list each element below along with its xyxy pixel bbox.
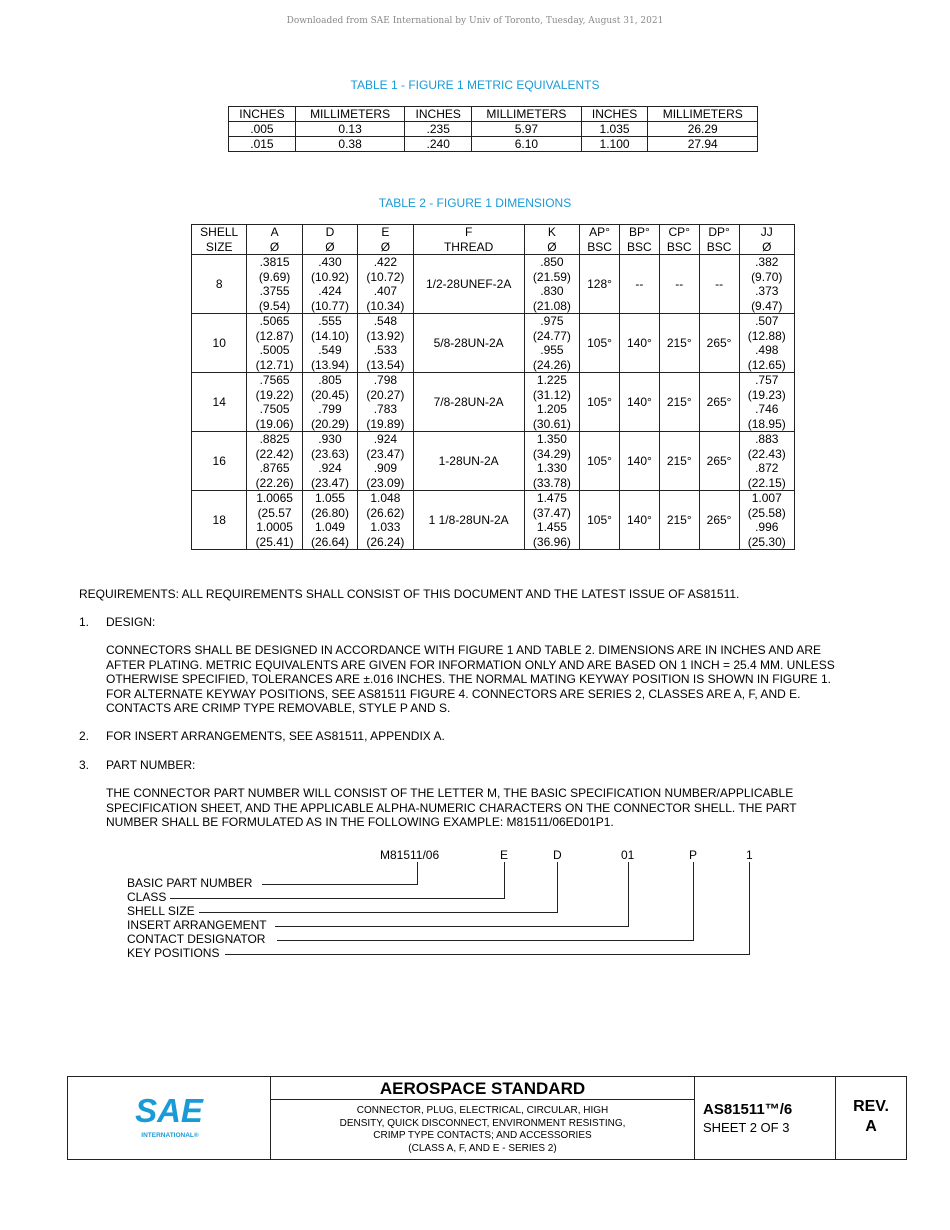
cell-shell: 8	[192, 255, 247, 314]
header-line: K	[547, 225, 556, 239]
header-cell: MILLIMETERS	[295, 107, 404, 122]
cell-line: (13.94)	[310, 357, 349, 372]
paragraph-line: NUMBER SHALL BE FORMULATED AS IN THE FOLLOWING EXAMPLE: M81511/06ED01P1.	[106, 815, 614, 829]
table-row	[229, 122, 758, 137]
cell-line: .883	[755, 432, 779, 446]
revision-value: A	[865, 1118, 877, 1135]
cell-line: (10.77)	[310, 298, 349, 313]
table-cell: 0.13	[295, 122, 404, 137]
cell-line: 1.475	[536, 491, 567, 505]
cell-dp: 265°	[699, 432, 739, 491]
header-line: BP°	[628, 225, 650, 239]
cell-line: .8825	[259, 432, 290, 446]
table-row	[192, 373, 795, 432]
header-line: JJ	[760, 225, 773, 239]
section-title: PART NUMBER:	[106, 758, 196, 772]
header-line: BSC	[627, 239, 652, 254]
cell-e	[358, 314, 413, 373]
paragraph-line: CONNECTORS SHALL BE DESIGNED IN ACCORDANCE WITH FIGURE 1 AND TABLE 2. DIMENSIONS ARE IN INCHES AND ARE	[106, 643, 822, 657]
cell-f: 1/2-28UNEF-2A	[413, 255, 524, 314]
cell-d	[302, 255, 357, 314]
header-cell	[192, 225, 247, 255]
cell-line: (26.62)	[366, 505, 405, 520]
cell-k	[524, 491, 579, 550]
table-cell: .240	[405, 137, 472, 152]
header-cell	[247, 225, 302, 255]
metric-equivalents-table	[228, 106, 758, 152]
paragraph-line: OTHERWISE SPECIFIED, TOLERANCES ARE ±.016 INCHES. THE NORMAL MATING KEYWAY POSITION IS SHOWN IN FIGURE 1.	[106, 672, 831, 686]
header-line: Ø	[547, 239, 557, 254]
cell-bp: --	[619, 255, 659, 314]
leader-line	[693, 862, 694, 941]
cell-bp: 140°	[619, 491, 659, 550]
revision-label: REV.	[853, 1098, 889, 1115]
cell-line: (9.69)	[258, 269, 291, 284]
cell-jj	[739, 373, 795, 432]
cell-line: (30.61)	[532, 416, 571, 431]
header-line: F	[464, 225, 473, 239]
cell-line: (14.10)	[310, 328, 349, 343]
cell-line: .924	[318, 461, 342, 475]
cell-line: (23.63)	[310, 446, 349, 461]
cell-line: .533	[373, 343, 398, 357]
header-cell: MILLIMETERS	[648, 107, 758, 122]
cell-line: (22.15)	[747, 475, 786, 490]
section-number: 2.	[79, 729, 90, 743]
standard-title-cell	[271, 1077, 695, 1159]
leader-line	[417, 862, 418, 885]
cell-line: .3755	[259, 284, 290, 298]
cell-d	[302, 314, 357, 373]
cell-line: (20.45)	[310, 387, 349, 402]
standard-title: AEROSPACE STANDARD	[379, 1079, 586, 1098]
cell-line: (21.08)	[532, 298, 571, 313]
leader-line	[199, 912, 558, 913]
paragraph-line: AFTER PLATING. METRIC EQUIVALENTS ARE GIVEN FOR INFORMATION ONLY AND ARE BASED ON 1 INCH = 25.4 MM. UNLESS	[106, 657, 835, 672]
description-line: (CLASS A, F, AND E - SERIES 2)	[408, 1142, 557, 1154]
leader-line	[628, 862, 629, 927]
cell-cp: 215°	[659, 373, 699, 432]
cell-ap: 105°	[580, 491, 620, 550]
cell-line: (9.54)	[258, 298, 291, 313]
leader-line	[262, 884, 418, 885]
cell-line: (26.80)	[310, 505, 349, 520]
table-cell: 27.94	[648, 137, 758, 152]
cell-line: (22.43)	[747, 446, 786, 461]
cell-line: 1.350	[536, 432, 567, 446]
header-line: E	[381, 225, 390, 239]
cell-line: .373	[755, 284, 779, 298]
cell-f: 7/8-28UN-2A	[413, 373, 524, 432]
cell-line: (9.70)	[751, 269, 783, 284]
section-number: 1.	[79, 615, 90, 629]
cell-line: (25.30)	[747, 534, 786, 549]
table-cell: .235	[405, 122, 472, 137]
cell-d	[302, 491, 357, 550]
cell-line: .407	[373, 284, 398, 298]
sae-logo	[68, 1077, 270, 1159]
description-line: CONNECTOR, PLUG, ELECTRICAL, CIRCULAR, HIGH	[356, 1105, 609, 1116]
cell-dp: --	[699, 255, 739, 314]
header-cell	[358, 225, 413, 255]
cell-cp: 215°	[659, 314, 699, 373]
header-line: Ø	[762, 239, 772, 254]
revision-cell	[836, 1077, 906, 1159]
cell-line: (10.92)	[310, 269, 349, 284]
cell-line: .746	[755, 402, 779, 416]
cell-line: (23.09)	[366, 475, 405, 490]
cell-line: .955	[540, 343, 564, 357]
cell-line: .555	[318, 314, 342, 328]
header-line: AP°	[589, 225, 610, 239]
cell-line: (23.47)	[310, 475, 349, 490]
cell-dp: 265°	[699, 314, 739, 373]
header-line: Ø	[269, 239, 280, 254]
logo-text: SAE	[135, 1092, 203, 1129]
header-line: SIZE	[205, 239, 233, 254]
cell-line: (19.22)	[255, 387, 294, 402]
cell-line: (37.47)	[532, 505, 571, 520]
header-line: THREAD	[443, 239, 494, 254]
logo-subtext: INTERNATIONAL®	[141, 1132, 199, 1139]
cell-a	[247, 373, 302, 432]
standard-description	[271, 1105, 694, 1155]
table-cell: 1.100	[581, 137, 648, 152]
cell-e	[358, 432, 413, 491]
header-cell	[580, 225, 620, 255]
header-cell: INCHES	[581, 107, 648, 122]
divider	[271, 1099, 694, 1100]
cell-line: (33.78)	[532, 475, 571, 490]
section-title: DESIGN:	[106, 615, 156, 629]
header-line: DP°	[708, 225, 730, 239]
cell-bp: 140°	[619, 432, 659, 491]
cell-a	[247, 432, 302, 491]
cell-line: .798	[373, 373, 398, 387]
requirements-statement: REQUIREMENTS: ALL REQUIREMENTS SHALL CONSIST OF THIS DOCUMENT AND THE LATEST ISSUE OF AS81511.	[79, 587, 740, 601]
cell-line: .930	[318, 432, 342, 446]
cell-a	[247, 491, 302, 550]
pn-code-contact: P	[689, 848, 698, 862]
cell-e	[358, 255, 413, 314]
pn-code-class: E	[500, 848, 509, 862]
cell-line: .5005	[259, 343, 290, 357]
cell-line: (10.72)	[366, 269, 405, 284]
table-row	[192, 314, 795, 373]
table-cell: .015	[229, 137, 296, 152]
pn-code-shell-size: D	[553, 848, 562, 862]
cell-line: 1.205	[536, 402, 567, 416]
cell-line: .757	[755, 373, 779, 387]
cell-a	[247, 314, 302, 373]
cell-line: 1.225	[536, 373, 567, 387]
part-number-paragraph	[106, 786, 797, 830]
cell-line: .996	[755, 520, 779, 534]
leader-line	[170, 898, 505, 899]
cell-line: .3815	[259, 255, 290, 269]
cell-line: .909	[373, 461, 398, 475]
header-line: BSC	[666, 239, 692, 254]
header-cell	[302, 225, 357, 255]
cell-ap: 105°	[580, 432, 620, 491]
cell-line: (12.65)	[747, 357, 786, 372]
table-header-row	[192, 225, 795, 255]
cell-jj	[739, 314, 795, 373]
cell-line: .422	[373, 255, 398, 269]
description-line: DENSITY, QUICK DISCONNECT, ENVIRONMENT RESISTING,	[339, 1117, 626, 1129]
section-number: 3.	[79, 758, 90, 772]
header-line: SHELL	[200, 225, 239, 239]
cell-line: 1.033	[370, 520, 401, 534]
cell-line: (12.71)	[255, 357, 294, 372]
cell-e	[358, 491, 413, 550]
cell-line: .7565	[259, 373, 290, 387]
cell-line: (36.96)	[532, 534, 571, 549]
cell-line: .872	[755, 461, 779, 475]
leader-line	[504, 862, 505, 899]
cell-dp: 265°	[699, 491, 739, 550]
cell-line: (19.23)	[747, 387, 786, 402]
cell-line: .975	[540, 314, 564, 328]
cell-line: (22.26)	[255, 475, 294, 490]
leader-line	[225, 954, 750, 955]
pn-label-key: KEY POSITIONS	[127, 946, 220, 960]
table-cell: 26.29	[648, 122, 758, 137]
cell-bp: 140°	[619, 314, 659, 373]
cell-line: (26.24)	[366, 534, 405, 549]
design-paragraph	[106, 643, 835, 716]
cell-line: (9.47)	[751, 298, 783, 313]
cell-line: .850	[540, 255, 564, 269]
header-line: BSC	[587, 239, 612, 254]
cell-ap: 105°	[580, 314, 620, 373]
table-row	[229, 137, 758, 152]
cell-jj	[739, 255, 795, 314]
table-header-row	[229, 107, 758, 122]
cell-ap: 128°	[580, 255, 620, 314]
header-cell: MILLIMETERS	[472, 107, 581, 122]
document-number-cell	[695, 1077, 836, 1159]
table-cell: 1.035	[581, 122, 648, 137]
pn-code-basic: M81511/06	[380, 848, 440, 862]
cell-k	[524, 373, 579, 432]
cell-line: .8765	[259, 461, 290, 475]
cell-line: (12.87)	[255, 328, 294, 343]
cell-d	[302, 432, 357, 491]
header-line: BSC	[706, 239, 732, 254]
cell-line: .430	[318, 255, 342, 269]
revision	[836, 1097, 906, 1137]
paragraph-line: THE CONNECTOR PART NUMBER WILL CONSIST OF THE LETTER M, THE BASIC SPECIFICATION NUMBER/APPLICABLE	[106, 786, 794, 800]
cell-line: 1.455	[536, 520, 567, 534]
table-cell: 0.38	[295, 137, 404, 152]
cell-line: .924	[373, 432, 398, 446]
leader-line	[275, 926, 629, 927]
cell-shell: 14	[192, 373, 247, 432]
pn-label-basic: BASIC PART NUMBER	[127, 876, 253, 890]
cell-line: .548	[373, 314, 398, 328]
cell-d	[302, 373, 357, 432]
header-cell	[739, 225, 795, 255]
cell-line: (19.06)	[255, 416, 294, 431]
paragraph-line: FOR ALTERNATE KEYWAY POSITIONS, SEE AS81511 FIGURE 4. CONNECTORS ARE SERIES 2, CLASSES ARE A, F, AND E.	[106, 686, 801, 701]
cell-line: 1.0065	[256, 491, 293, 505]
header-cell	[699, 225, 739, 255]
cell-shell: 10	[192, 314, 247, 373]
cell-line: (25.41)	[255, 534, 294, 549]
download-note: Downloaded from SAE International by Univ of Toronto, Tuesday, August 31, 2021	[286, 16, 664, 26]
section-title: FOR INSERT ARRANGEMENTS, SEE AS81511, APPENDIX A.	[106, 729, 445, 743]
cell-line: (21.59)	[532, 269, 571, 284]
table-row	[192, 491, 795, 550]
cell-line: .7505	[259, 402, 290, 416]
document-number: AS81511™/6	[703, 1101, 793, 1118]
cell-line: 1.0005	[256, 520, 293, 534]
leader-line	[277, 940, 694, 941]
leader-line	[749, 862, 750, 955]
cell-line: .5065	[259, 314, 290, 328]
cell-line: (23.47)	[366, 446, 405, 461]
cell-jj	[739, 491, 795, 550]
table-cell: 6.10	[472, 137, 581, 152]
cell-a	[247, 255, 302, 314]
cell-line: .783	[373, 402, 398, 416]
cell-line: .382	[755, 255, 779, 269]
table-row	[192, 255, 795, 314]
cell-shell: 18	[192, 491, 247, 550]
cell-bp: 140°	[619, 373, 659, 432]
description-line: CRIMP TYPE CONTACTS; AND ACCESSORIES	[373, 1130, 592, 1141]
header-line: Ø	[325, 239, 335, 254]
header-line: CP°	[668, 225, 690, 239]
cell-line: (12.88)	[747, 328, 786, 343]
cell-line: .424	[318, 284, 342, 298]
cell-line: (31.12)	[532, 387, 571, 402]
cell-line: (25.58)	[747, 505, 786, 520]
cell-cp: 215°	[659, 491, 699, 550]
cell-line: 1.055	[314, 491, 345, 505]
pn-code-key: 1	[746, 848, 753, 862]
cell-line: (19.89)	[366, 416, 405, 431]
pn-label-insert: INSERT ARRANGEMENT	[127, 918, 267, 932]
logo-cell	[68, 1077, 271, 1159]
header-cell	[659, 225, 699, 255]
cell-line: (20.27)	[366, 387, 405, 402]
cell-shell: 16	[192, 432, 247, 491]
header-cell: INCHES	[229, 107, 296, 122]
header-cell	[619, 225, 659, 255]
cell-line: (22.42)	[255, 446, 294, 461]
cell-line: (34.29)	[532, 446, 571, 461]
cell-line: .507	[755, 314, 779, 328]
cell-line: (24.26)	[532, 357, 571, 372]
table2-caption: TABLE 2 - FIGURE 1 DIMENSIONS	[378, 196, 572, 210]
cell-line: 1.048	[370, 491, 401, 505]
cell-line: .498	[755, 343, 779, 357]
cell-jj	[739, 432, 795, 491]
table-row	[192, 432, 795, 491]
cell-e	[358, 373, 413, 432]
cell-k	[524, 255, 579, 314]
pn-label-shell-size: SHELL SIZE	[127, 904, 195, 918]
table1-caption: TABLE 1 - FIGURE 1 METRIC EQUIVALENTS	[350, 78, 600, 92]
cell-k	[524, 314, 579, 373]
cell-cp: 215°	[659, 432, 699, 491]
cell-line: (26.64)	[310, 534, 349, 549]
sheet-number: SHEET 2 OF 3	[703, 1120, 790, 1135]
header-line: A	[270, 225, 279, 239]
header-line: D	[325, 225, 335, 239]
cell-line: (18.95)	[747, 416, 786, 431]
cell-line: (10.34)	[366, 298, 405, 313]
header-cell: INCHES	[405, 107, 472, 122]
title-block	[67, 1076, 907, 1160]
header-cell	[413, 225, 524, 255]
pn-label-class: CLASS	[127, 890, 167, 904]
cell-line: 1.330	[536, 461, 567, 475]
cell-line: 1.049	[314, 520, 345, 534]
cell-line: (20.29)	[310, 416, 349, 431]
cell-line: (13.54)	[366, 357, 405, 372]
cell-dp: 265°	[699, 373, 739, 432]
cell-ap: 105°	[580, 373, 620, 432]
cell-line: (13.92)	[366, 328, 405, 343]
cell-line: .549	[318, 343, 342, 357]
cell-f: 1 1/8-28UN-2A	[413, 491, 524, 550]
cell-line: 1.007	[751, 491, 782, 505]
cell-line: .830	[540, 284, 564, 298]
cell-f: 5/8-28UN-2A	[413, 314, 524, 373]
paragraph-line: CONTACTS ARE CRIMP TYPE REMOVABLE, STYLE P AND S.	[106, 701, 451, 715]
table-cell: .005	[229, 122, 296, 137]
cell-line: .805	[318, 373, 342, 387]
paragraph-line: SPECIFICATION SHEET, AND THE APPLICABLE ALPHA-NUMERIC CHARACTERS ON THE CONNECTOR SHELL. THE PART	[106, 800, 797, 815]
header-line: Ø	[380, 239, 391, 254]
pn-code-insert: 01	[621, 848, 635, 862]
leader-line	[557, 862, 558, 913]
cell-line: .799	[318, 402, 342, 416]
dimensions-table	[191, 224, 795, 550]
cell-f: 1-28UN-2A	[413, 432, 524, 491]
cell-cp: --	[659, 255, 699, 314]
header-cell	[524, 225, 579, 255]
pn-label-contact: CONTACT DESIGNATOR	[127, 932, 266, 946]
table-cell: 5.97	[472, 122, 581, 137]
cell-line: (24.77)	[532, 328, 571, 343]
cell-line: (25.57	[257, 505, 292, 520]
cell-k	[524, 432, 579, 491]
